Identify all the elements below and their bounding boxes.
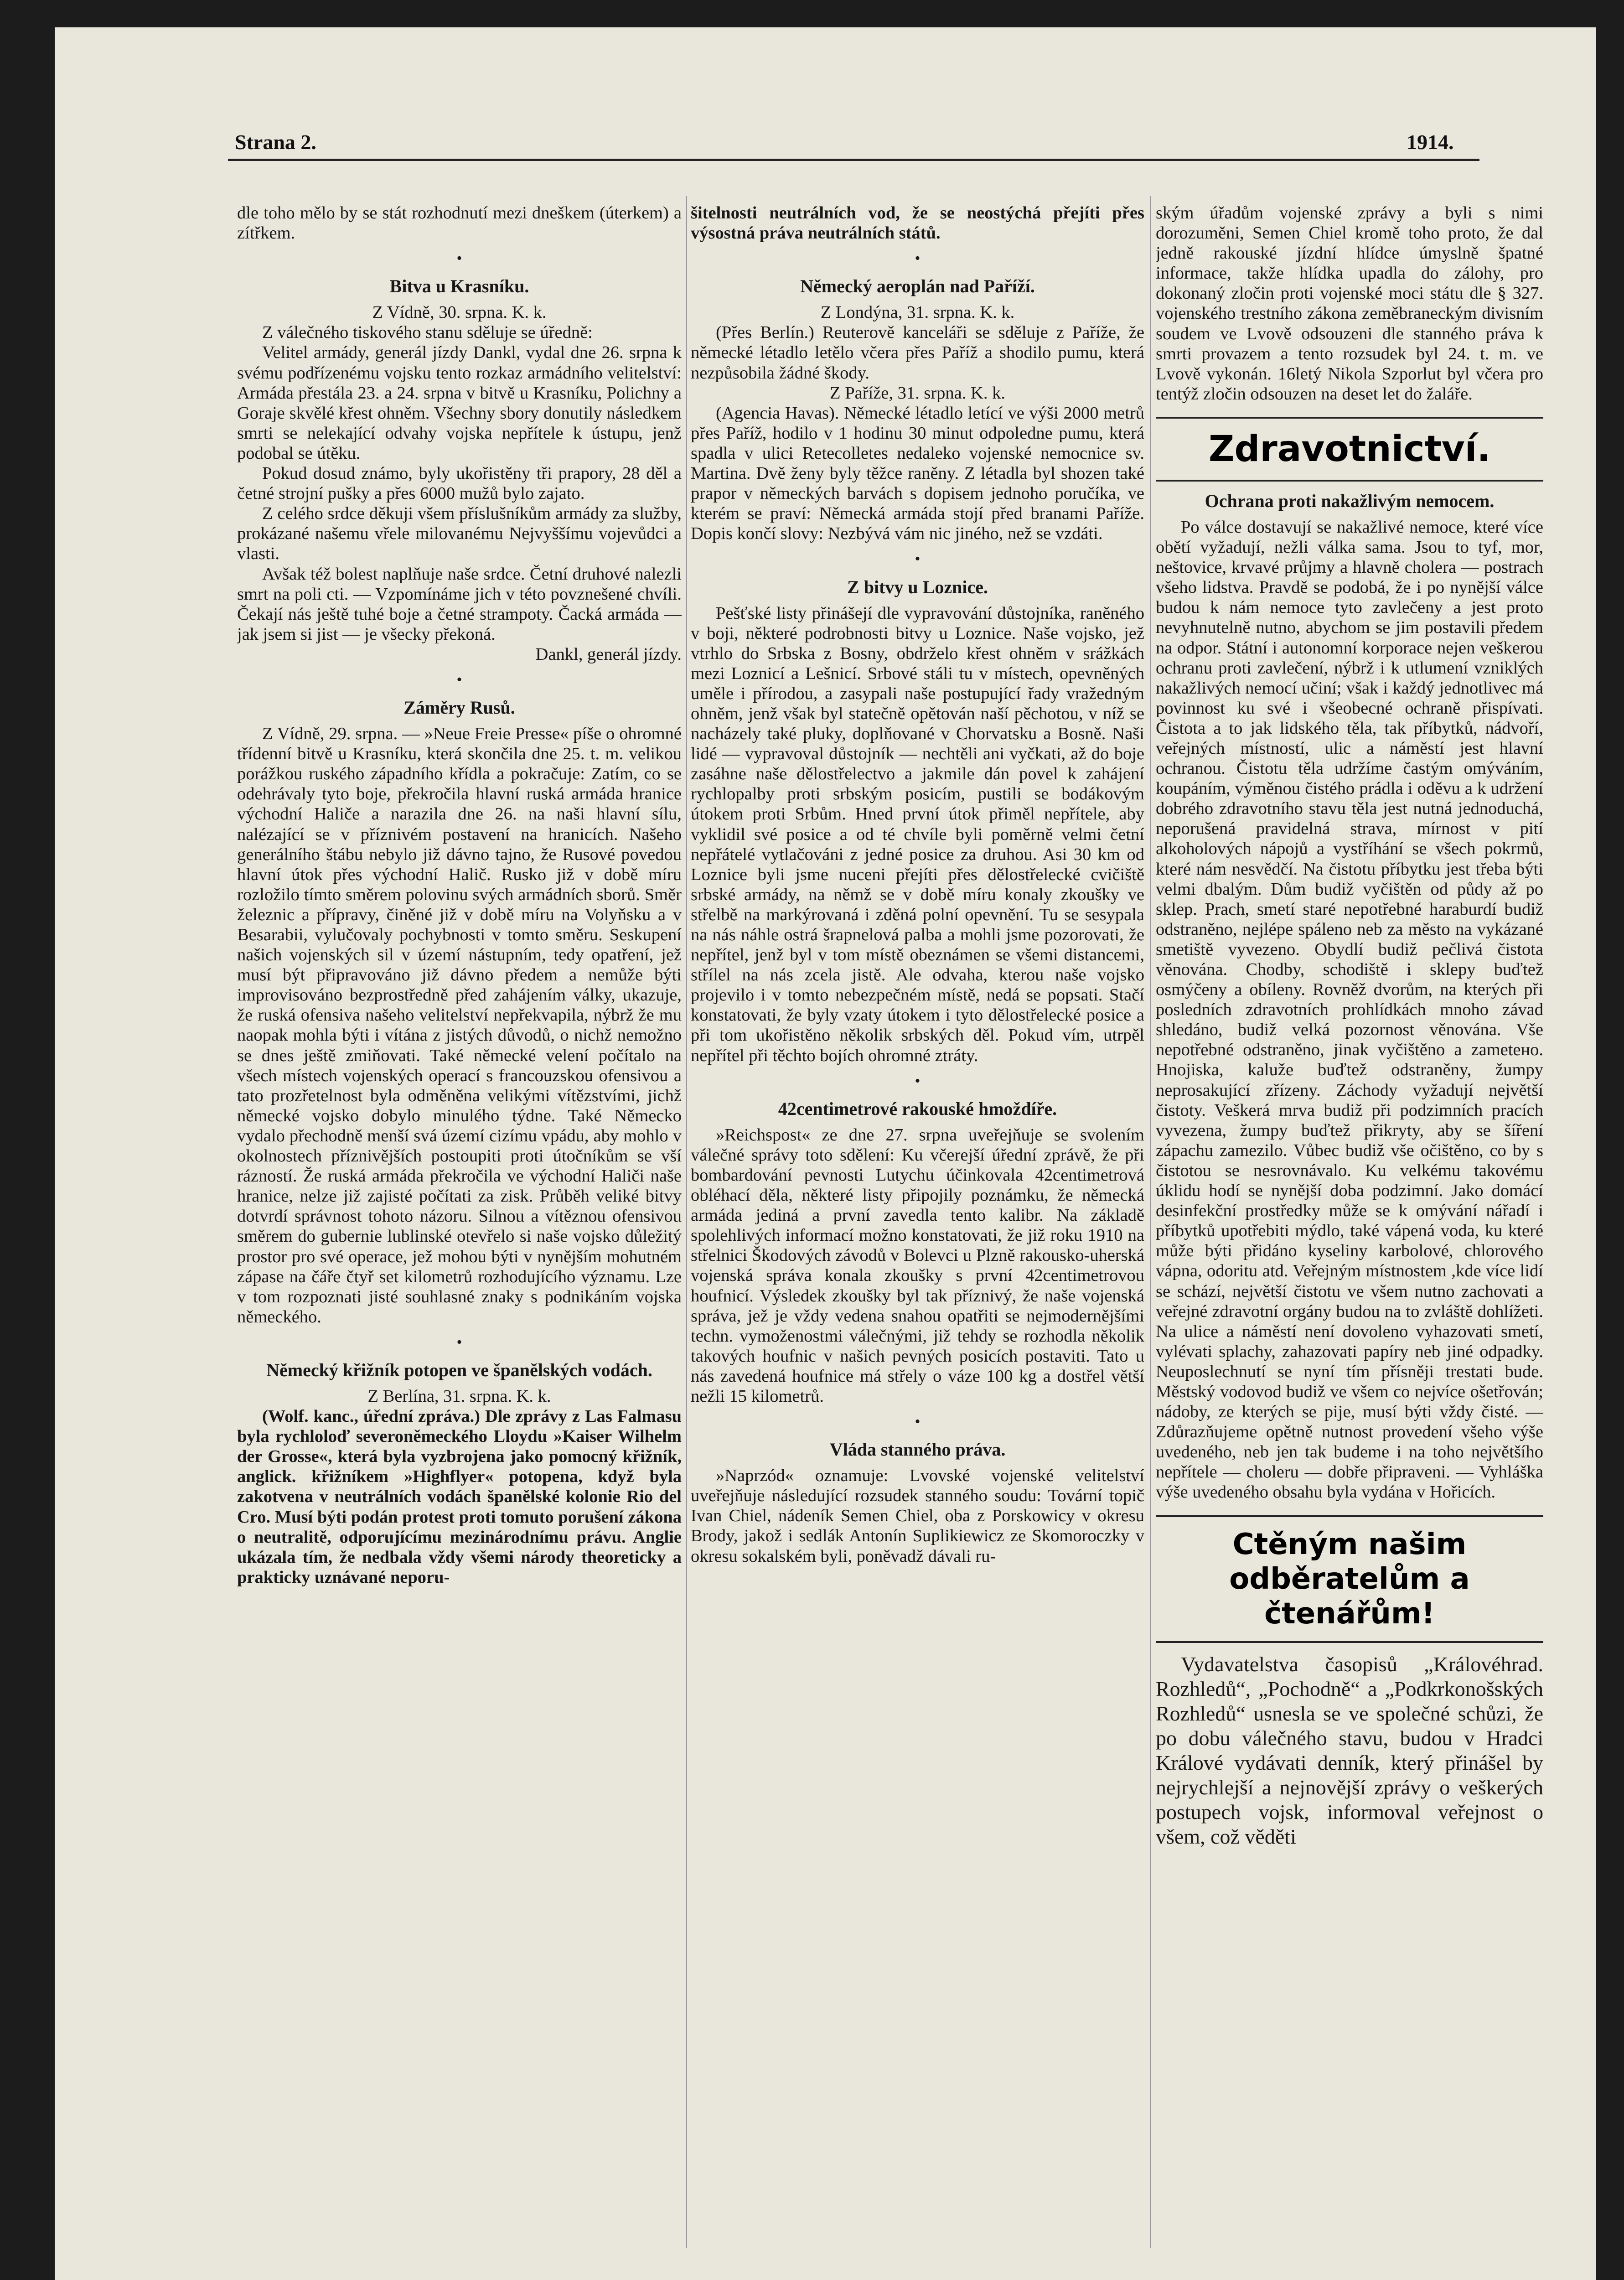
column-divider (1150, 196, 1151, 2248)
paragraph: Avšak též bolest naplňuje naše srdce. Četní druhové nalezli smrt na poli cti. — Vzpomínáme jich v této povznešené chvíli. Čekají nás ještě tuhé boje a četné strampoty. Čacká armáda — jak jsem si jist — je všecky překoná. (237, 564, 682, 644)
intro-text: šitelnosti neutrálních vod, že se neostýchá přejíti přes výsostná práva neutrálních států. (691, 203, 1144, 243)
article-title: Vláda stanného práva. (829, 1439, 1006, 1460)
dateline: Z Paříže, 31. srpna. K. k. (830, 383, 1005, 403)
signature: Dankl, generál jízdy. (535, 644, 682, 664)
article-title: Záměry Rusů. (403, 697, 515, 718)
paragraph: Po válce dostavují se nakažlivé nemoce, které více obětí vyžadují, nežli válka sama. Jsou to tyf, mor, neštovice, krvavé průjmy a hlavně cholera — postrach všeho lidstva. Pravdě se podobá, že i po nynější válce budou k nám nemoce tyto zavlečeny a jest proto nevyhnutelně nutno, abychom se jim postavili předem na odpor. Státní i autonomní korporace nejen veškerou ochranu proti zavlečení, nýbrž i k utlumení vzniklých nakažlivých nemocí učiní; však i každý jednotlivec má povinnost ku své i všeobecné ochraně přispívati. Čistota a to jak lidského těla, tak příbytků, nádvoří, veřejných místností, ulic a náměstí jest hlavní ochranou. Čistotu těla udržíme častým omýváním, koupáním, výměnou čistého prádla i oděvu a k udržení dobrého zdravotního stavu těla jest nutná jednoduchá, neporušená pravidelná strava, mírnost v pití alkoholových nápojů a vystříhání se všech pokrmů, které nám nesvědčí. Na čistotu příbytku jest třeba býti velmi dbalým. Dům budiž vyčištěn od půdy až po sklep. Prach, smetí staré nepotřebné haraburdí budiž odstraněno, nejlépe spáleno neb za město na vykázané smetiště vyvezeno. Obydlí budiž pečlivá čistota věnována. Chodby, schodiště i sklepy buďtež osmýčeny a obíleny. Rovněž dvorům, na kterých při posledních zdravotních prohlídkách mnoho závad shledáno, budiž velká pozornost věnována. Vše nepotřebné odstraněno, jinak vyčištěno a zametено. Hnojiska, kaluže buďtež odstraněny, žumpy neprosakující zřízeny. Záchody vyžadují největší čistoty. Veškerá mrva budiž při podzimních pracích vyvezena, žumpy buďtež přikryty, aby se šíření zápachu zamezilo. Vůbec budiž vše očištěno, co by s čistotou se nesrovnávalo. Ku velkému takovému úklidu hodí se nynější doba podzimní. Jako domácí desinfekční prostředky může se k omývání nářadí i příbytků upotřebiti mýdlo, také vápená voda, ku které může býti přidáno kyseliny karbolové, chlorového vápna, odoritu atd. Veřejným místnostem ,kde více lidí se schází, největší čistotu ve všem nutno zachovati a veřejné zdravotní orgány budou na to zvláště dohlížeti. Na ulice a náměstí není dovoleno vyhazovati smetí, vylévati splachy, zahazovati papíry neb jiné odpadky. Neuposlechnutí se nyní tím přísněji trestati bude. Městský vodovod budiž ve všem co nejvíce ošetřován; nádoby, ze kterých se pije, musí býti vždy čisté. — Zdůrazňujeme opětně nutnost provedení všeho výše uvedeného, neb jen tak budeme i na toho největšího nepřítele — choleru — dobře připraveni. — Vyhláška výše uvedeného obsahu byla vydána v Hořicích. (1156, 517, 1543, 1502)
column-2 (691, 203, 1144, 2255)
article-title: Německý aeroplán nad Paříží. (800, 276, 1035, 297)
separator-dot: • (456, 250, 462, 267)
page-number: Strana 2. (235, 130, 316, 154)
separator-dot: • (915, 250, 921, 267)
article-title: 42centimetrové rakouské hmoždíře. (778, 1098, 1057, 1119)
separator-dot: • (456, 1333, 462, 1351)
separator-dot: • (915, 550, 921, 568)
column-1 (237, 203, 682, 2255)
paragraph: Pokud dosud známo, byly ukořistěny tři prapory, 28 děl a četné strojní pušky a přes 6000 mužů bylo zajato. (237, 464, 682, 503)
paragraph: Z Vídně, 29. srpna. — »Neue Freie Presse« píše o ohromné třídenní bitvě u Krasníku, která skončila dne 25. t. m. velikou porážkou ruského západního křídla a pokračuje: Zatím, co se odehrávaly tyto boje, překročila hlavní ruská armáda hranice východní Haliče a narazila dne 26. na naši hlavní sílu, nalézající se v příznivém postavení na hranicích. Našeho generálního štábu nebylo již dávno tajno, že Rusové povedou hlavní útok přes východní Halič. Rusko již v době míru rozložilo tímto směrem polovinu svých armádních sborů. Směr železnic a přípravy, činěné již v době míru na Volyňsku a v Besarabii, vylučovaly pochybnosti v tomto směru. Seskupení našich vojenských sil v území nástupním, tedy opatření, jež musí být připravováno již dávno předem a nemůže býti improvisováno bezprostředně před zahájením války, ukazuje, že ruská ofensiva našeho velitelství nepřekvapila, nýbrž že mu naopak mohla býti i vítána z jistých důvodů, o nichž nemožno se dnes ještě zmiňovati. Také německé velení počítalo na všech místech vojenských operací s francouzskou ofensivou a tato prozřetelnost byla odměněna velikými vítězstvími, jichž německé vojsko dobylo minulého týdne. Také Německo vydalo přechodně menší svá území cizímu vpádu, aby mohlo v okolnostech příznivějších postoupiti proti útočníkům se vší rázností. Že ruská armáda překročila ve východní Haliči naše hranice, nelze již zajisté počítati za zisk. Průběh veliké bitvy dotvrdí správnost tohoto názoru. Silnou a vítěznou ofensivou směrem do gubernie lublinské otevřelo si naše vojsko důležitý prostor pro své operace, jež mohou býti v nynějším mohutném zápase na čáře čtyř set kilometrů rozhodujícího významu. Lze v tom rozpoznati jisté souhlasné znaky s podnikáním vojska německého. (237, 724, 682, 1327)
paragraph: »Reichspost« ze dne 27. srpna uveřejňuje se svolením válečné správy toto sdělení: Ku včerejší úřední zprávě, že při bombardování pevnosti Lutychu účinkovala 42centimetrová obléhací děla, některé listy připojily poznámku, že německá armáda jediná a první zavedla tento kalibr. Na základě spolehlivých informací možno konstatovati, že již roku 1910 na střelnici Škodových závodů v Bolevci u Plzně rakousko-uherská vojenská správa konala zkoušky s první 42centimetrovou houfnicí. Výsledek zkoušky byl tak příznivý, že naše vojenská správa, jež je vždy vedena snahou opatřiti se nejmodernějšími techn. vymoženostmi válečnými, již tehdy se rozhodla několik takových houfnic v našich pevných posicích postaviti. Tato u nás zavedená houfnice má střely o váze 100 kg a dostřel větší nežli 15 kilometrů. (691, 1125, 1144, 1406)
article-title: Z bitvy u Loznice. (847, 576, 988, 597)
paragraph: (Agencia Havas). Německé létadlo letící ve výši 2000 metrů přes Paříž, hodilo v 1 hodinu 30 minut odpoledne pumu, která spadla v ulici Retecolletes nedaleko vojenské nemocnice sv. Martina. Dvě ženy byly těžce raněny. Z létadla byl shozen také prapor v německých barvách s dopisem jednoho poručíka, ve kterém se praví: Německá armáda stojí před branami Paříže. Dopis končí slovy: Nezbývá vám nic jiného, než se vzdáti. (691, 403, 1144, 544)
separator-dot: • (456, 671, 462, 688)
newspaper-page (55, 27, 1596, 2280)
header-rule (228, 159, 1479, 161)
article-title: Bitva u Krasníku. (389, 276, 529, 297)
dateline: Z Londýna, 31. srpna. K. k. (820, 303, 1015, 322)
paragraph: (Přes Berlín.) Reuterově kanceláři se sděluje z Paříže, že německé létadlo letělo včera přes Paříž a shodilo pumu, která nezpůsobila žádné škody. (691, 323, 1144, 383)
section-heading: Zdravotnictví. (1156, 417, 1543, 482)
paragraph: Z válečného tiskového stanu sděluje se úředně: (262, 323, 593, 342)
paragraph: Pešťské listy přinášejí dle vypravování důstojníka, raněného v boji, některé podrobnosti bitvy u Loznice. Naše vojsko, jež vtrhlo do Srbska z Bosny, obdrželo křest ohněm v srážkách mezi Loznicí a Lešnicí. Srbové stáli tu v místech, opevněných uměle i přírodou, a zasypali naše postupující řady vražedným ohněm, jenž však byl statečně opětován naší pěchotou, v níž se nacházely také pluky, doplňované v Chorvatsku a Bosně. Naši lidé — vypravoval důstojník — nechtěli ani vyčkati, až do boje zasáhne naše dělostřelectvo a jakmile dán povel k zahájení rychlopalby proti srbským posicím, pustili se bodákovým útokem proti Srbům. Hned první útok přiměl nepřítele, aby vyklidil své posice a od té chvíle byli poměrně velmi četní nepřátelé vytlačováni z jedné posice za druhou. Asi 30 km od Loznice byli jsme nuceni přejíti přes dělostřelecké cvičiště srbské armády, na němž se v době míru konaly zkoušky ve střelbě na markýrovaná i zděná polní opevnění. Tu se sesypala na nás náhle ostrá šrapnelová palba a mohli jsme pozorovati, že nepřítel, jenž byl v tom místě obeznámen se všemi distancemi, střílel na nás zcela jistě. Ale odvaha, kterou naše vojsko projevilo i v tomto nebezpečném místě, nedá se popsati. Stačí konstatovati, že byly vzaty útokem i tyto dělostřelecké posice a při tom ukořistěno několik srbských děl. Pokud vím, utrpěl nepřítel při těchto bojích ohromné ztráty. (691, 603, 1144, 1065)
dateline: Z Berlína, 31. srpna. K. k. (367, 1386, 551, 1406)
section-heading: Ctěným našim odběratelům a čtenářům! (1156, 1515, 1543, 1643)
intro-text: ským úřadům vojenské zprávy a byli s nimi dorozuměni, Semen Chiel kromě toho proto, že dal jedně rakouské jízdní hlídce úmyslně špatné informace, takže hlídka upadla do zálohy, pro dokonaný zločin proti vojenské moci státu dle § 327. vojenského trestního zákona zeměbraneckým divisním soudem ve Lvově odsouzeni dle stanného práva k smrti provazem a tento rozsudek byl 24. t. m. ve Lvově vykonán. 16letý Nikola Szporlut byl včera pro tentýž zločin odsouzen na deset let do žaláře. (1156, 203, 1543, 404)
year: 1914. (1407, 130, 1454, 154)
separator-dot: • (915, 1072, 921, 1089)
separator-dot: • (915, 1413, 921, 1430)
article-title: Ochrana proti nakažlivým nemocem. (1205, 490, 1495, 511)
paragraph: Velitel armády, generál jízdy Dankl, vydal dne 26. srpna k svému podřízenému vojsku tento rozkaz armádního velitelství: Armáda přestála 23. a 24. srpna v bitvě u Krasníku, Polichny a Goraje skvělé křest ohněm. Všechny sbory donutily následkem smrti se nelekající odvahy vojska nepřítele k ústupu, jenž podobal se útěku. (237, 343, 682, 463)
column-divider (686, 196, 687, 2248)
paragraph: Vydavatelstva časopisů „Královéhrad. Rozhledů“, „Pochodně“ a „Podkrkonošských Rozhledů“ usnesla se ve společné schůzi, že po dobu válečného stavu, budou v Hradci Králové vydávati denník, který přinášel by nejrychlejší a nejnovější zprávy o veškerých postupech vojsk, informoval veřejnost o všem, což věděti (1156, 1652, 1543, 1848)
dateline: Z Vídně, 30. srpna. K. k. (372, 303, 547, 322)
paragraph: (Wolf. kanc., úřední zpráva.) Dle zprávy z Las Falmasu byla rychloloď severoněmeckého Lloydu »Kaiser Wilhelm der Grosse«, která byla vyzbrojena jako pomocný křižník, anglick. křižníkem »Highflyer« potopena, když byla zakotvena v neutrálních vodách španělské kolonie Rio del Cro. Musí býti podán protest proti tomuto porušení zákona o neutralitě, odporujícímu mezinárodnímu právu. Anglie ukázala tím, že nedbala vždy všemi národy theoreticky a prakticky uznávané neporu- (237, 1407, 682, 1587)
paragraph: »Naprzód« oznamuje: Lvovské vojenské velitelství uveřejňuje následující rozsudek stanného soudu: Tovární topič Ivan Chiel, nádeník Semen Chiel, oba z Porskowicy v okresu Brody, jakož i sedlák Antonín Suplikiewicz ze Skomoroczky v okresu sokalském byli, poněvadž dávali ru- (691, 1466, 1144, 1566)
article-title: Německý křižník potopen ve španělských vodách. (266, 1359, 652, 1380)
column-3 (1156, 203, 1543, 2255)
paragraph: Z celého srdce děkuji všem příslušníkům armády za služby, prokázané našemu vřele milovanému Nejvyššímu vojevůdci a vlasti. (237, 504, 682, 564)
intro-text: dle toho mělo by se stát rozhodnutí mezi dneškem (úterkem) a zítřkem. (237, 203, 682, 243)
